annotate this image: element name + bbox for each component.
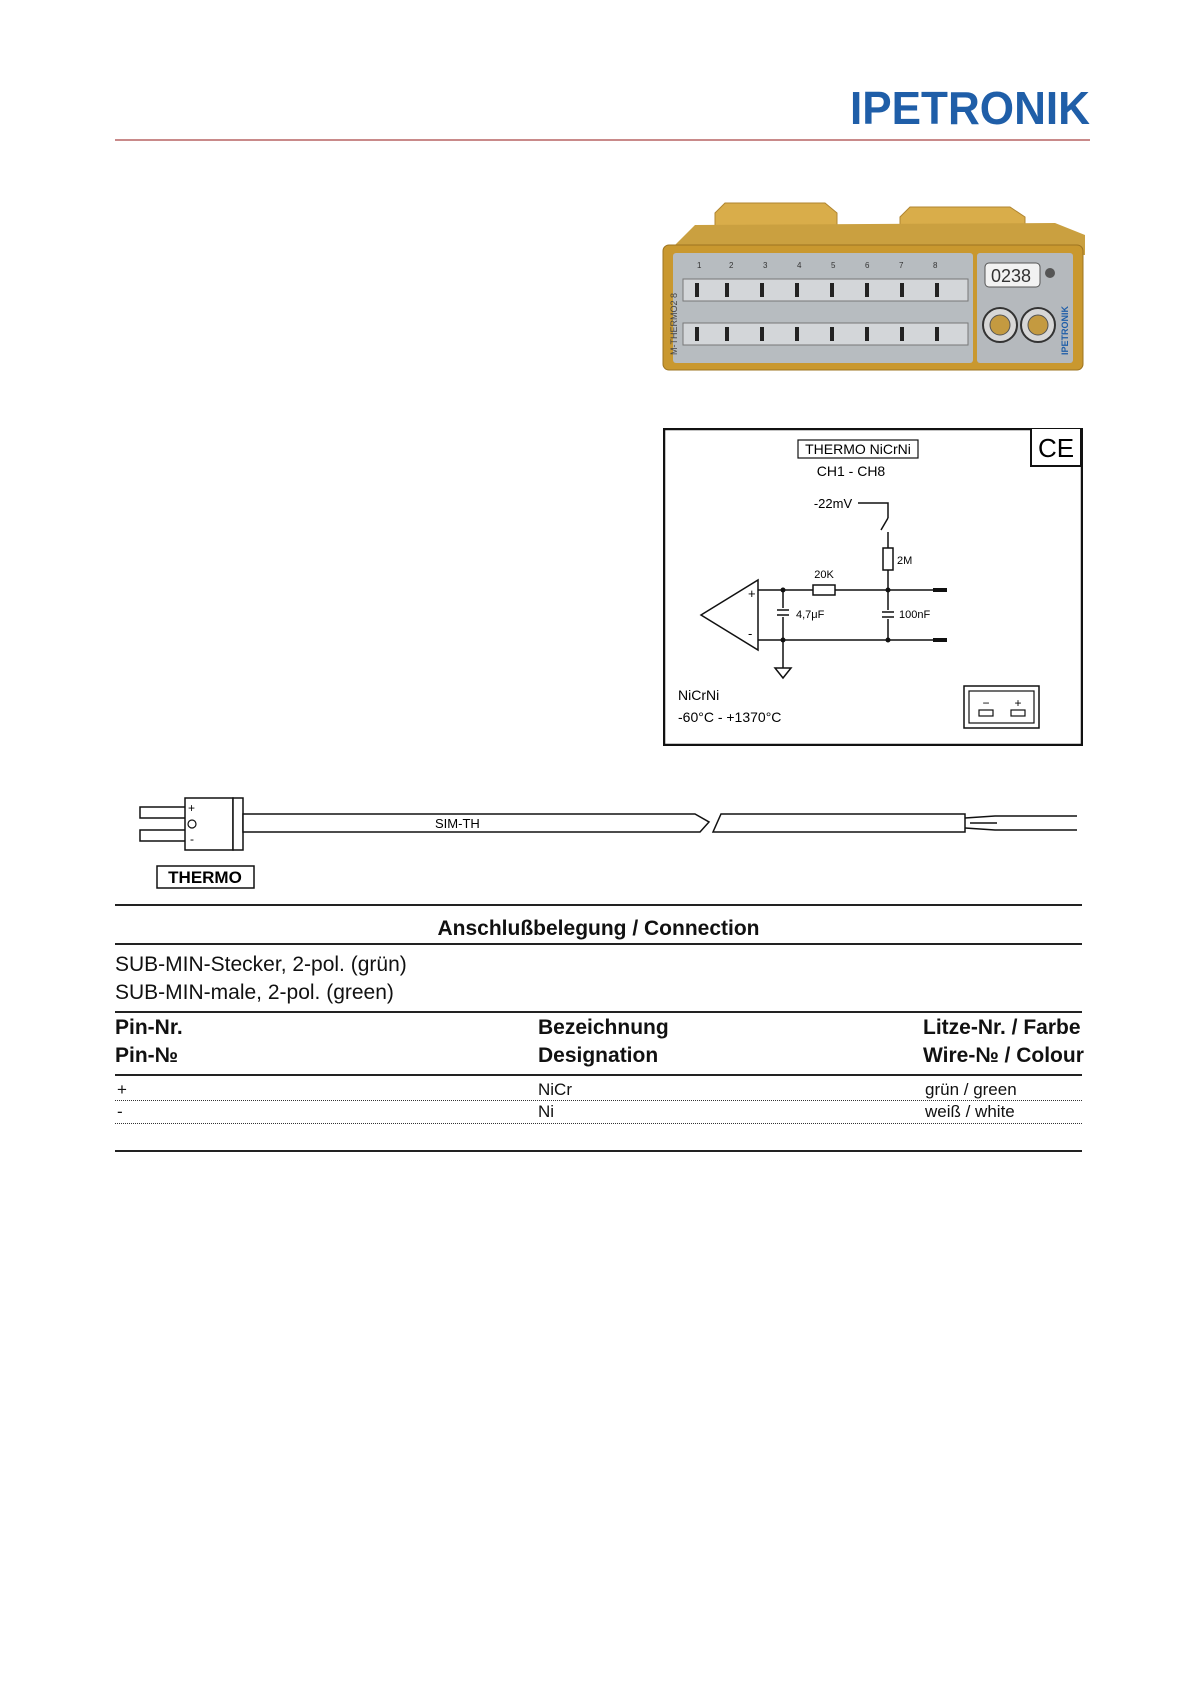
- schematic-diagram: [663, 428, 1083, 746]
- header-bottom-rule: [115, 1074, 1082, 1076]
- row-pin: -: [117, 1102, 123, 1121]
- header-top-rule: [115, 1011, 1082, 1013]
- cable-label: SIM-TH: [435, 816, 480, 831]
- logo-text: IPETRONIK: [850, 82, 1090, 134]
- row-divider: [115, 1100, 1082, 1101]
- resistor-2m-label: 2M: [897, 555, 913, 567]
- svg-text:3: 3: [763, 261, 768, 270]
- cable-drawing: [135, 790, 1095, 900]
- title-bottom-rule: [115, 943, 1082, 945]
- capacitor-4u7-label: 4,7μF: [796, 609, 825, 621]
- row-wire: weiß / white: [925, 1102, 1015, 1121]
- sensor-type: NiCrNi: [678, 687, 720, 703]
- header-designation-de: Bezeichnung: [538, 1016, 669, 1039]
- svg-text:+: +: [1014, 696, 1022, 710]
- header-wire-de: Litze-Nr. / Farbe: [923, 1016, 1081, 1039]
- header-wire-en: Wire-№ / Colour: [923, 1044, 1084, 1067]
- header-pin-en: Pin-№: [115, 1044, 179, 1067]
- bias-voltage: -22mV: [813, 496, 853, 511]
- connection-title: Anschlußbelegung / Connection: [437, 917, 760, 940]
- device-brand-label: IPETRONIK: [1060, 305, 1070, 355]
- connector-description-de: SUB-MIN-Stecker, 2-pol. (grün): [115, 953, 407, 976]
- table-top-rule: [115, 904, 1082, 906]
- temperature-range: -60°C - +1370°C: [678, 709, 782, 725]
- svg-text:6: 6: [865, 261, 870, 270]
- row-wire: grün / green: [925, 1080, 1017, 1099]
- svg-text:7: 7: [899, 261, 904, 270]
- svg-text:1: 1: [697, 261, 702, 270]
- svg-text:-: -: [748, 626, 753, 641]
- schematic-title: THERMO NiCrNi: [805, 441, 911, 457]
- schematic-channels: CH1 - CH8: [816, 463, 886, 479]
- row-divider: [115, 1123, 1082, 1124]
- connector-description-en: SUB-MIN-male, 2-pol. (green): [115, 981, 394, 1004]
- svg-text:8: 8: [933, 261, 938, 270]
- device-label: M-THERMO2 8: [669, 292, 679, 355]
- svg-text:5: 5: [831, 261, 836, 270]
- capacitor-100n-label: 100nF: [899, 609, 931, 621]
- cable-pin-minus: -: [190, 832, 194, 846]
- ipetronik-logo: [850, 80, 1090, 140]
- cable-pin-plus: +: [188, 801, 196, 815]
- row-designation: Ni: [538, 1102, 555, 1121]
- svg-text:4: 4: [797, 261, 802, 270]
- header-designation-en: Designation: [538, 1044, 659, 1067]
- resistor-20k-label: 20K: [814, 569, 834, 581]
- svg-text:−: −: [982, 696, 990, 710]
- serial-number: 0238: [991, 266, 1032, 286]
- row-pin: +: [117, 1080, 127, 1099]
- row-designation: NiCr: [538, 1080, 572, 1099]
- header-pin-de: Pin-Nr.: [115, 1016, 183, 1039]
- ce-mark: CE: [1037, 433, 1075, 463]
- svg-text:2: 2: [729, 261, 734, 270]
- svg-text:+: +: [748, 586, 756, 601]
- product-photo: [655, 195, 1090, 375]
- table-bottom-rule: [115, 1150, 1082, 1152]
- thermo-connector-label: THERMO: [168, 868, 242, 887]
- header-divider: [115, 139, 1090, 141]
